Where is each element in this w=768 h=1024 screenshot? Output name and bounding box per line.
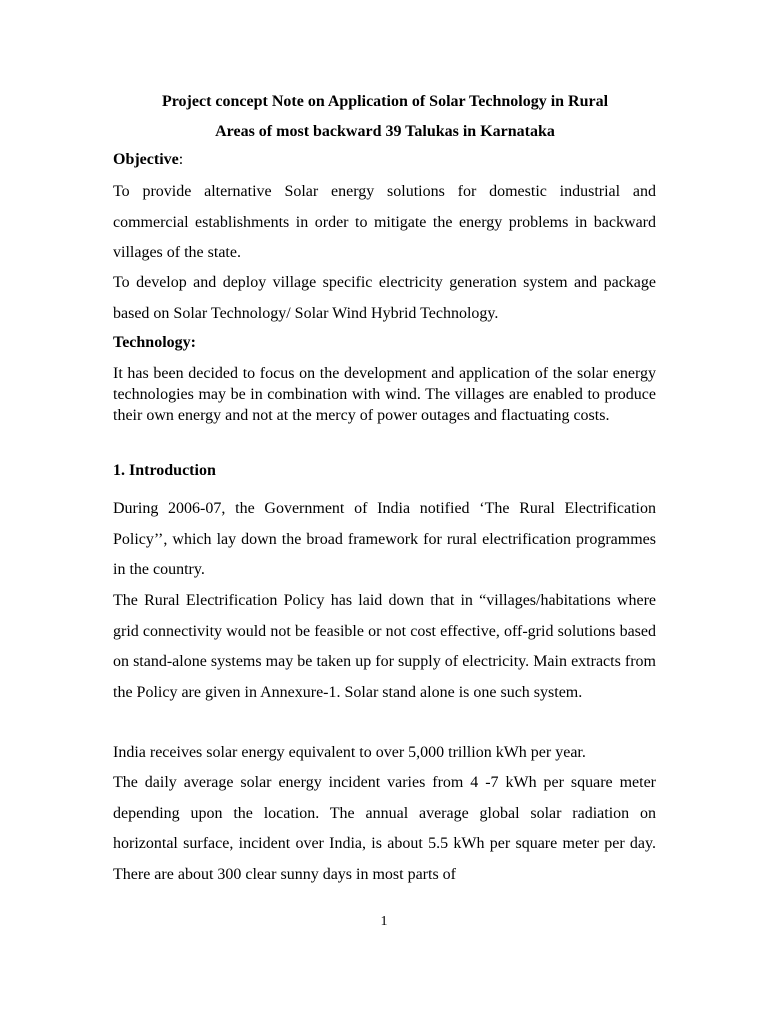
objective-heading-colon: : (178, 151, 184, 168)
introduction-heading: 1. Introduction (113, 462, 216, 479)
introduction-paragraph-4: The daily average solar energy incident varies from 4 -7 kWh per square meter depending upon the location. The annual average global solar radiation on horizontal surface, incident over India, is about 5.5 kWh per square meter per day. There are about 300 clear sunny days in most parts of (113, 774, 656, 883)
technology-heading: Technology: (113, 334, 196, 351)
introduction-paragraph-3: India receives solar energy equivalent to over 5,000 trillion kWh per year. (113, 744, 586, 761)
introduction-paragraph-2: The Rural Electrification Policy has laid down that in “villages/habitations where grid connectivity would not be feasible or not cost effective, off-grid solutions based on stand-alone systems may be taken up for supply of electricity. Main extracts from the Policy are given in Annexure-1. Solar stand alone is one such system. (113, 592, 656, 701)
page-number: 1 (380, 914, 388, 929)
technology-paragraph: It has been decided to focus on the development and application of the solar energy technologies may be in combination with wind. The villages are enabled to produce their own energy and not at the mercy of power outages and flactuating costs. (113, 365, 656, 424)
objective-heading (113, 151, 183, 169)
document-title-line-2: Areas of most backward 39 Talukas in Karnataka (215, 123, 555, 140)
objective-paragraph-2: To develop and deploy village specific electricity generation system and package based on Solar Technology/ Solar Wind Hybrid Technology. (113, 274, 656, 322)
objective-paragraph-1: To provide alternative Solar energy solutions for domestic industrial and commercial establishments in order to mitigate the energy problems in backward villages of the state. (113, 183, 656, 261)
objective-heading-label: Objective (113, 151, 179, 168)
document-title-line-1: Project concept Note on Application of Solar Technology in Rural (161, 93, 609, 110)
introduction-paragraph-1: During 2006-07, the Government of India notified ‘The Rural Electrification Policy’’, which lay down the broad framework for rural electrification programmes in the country. (113, 500, 656, 578)
